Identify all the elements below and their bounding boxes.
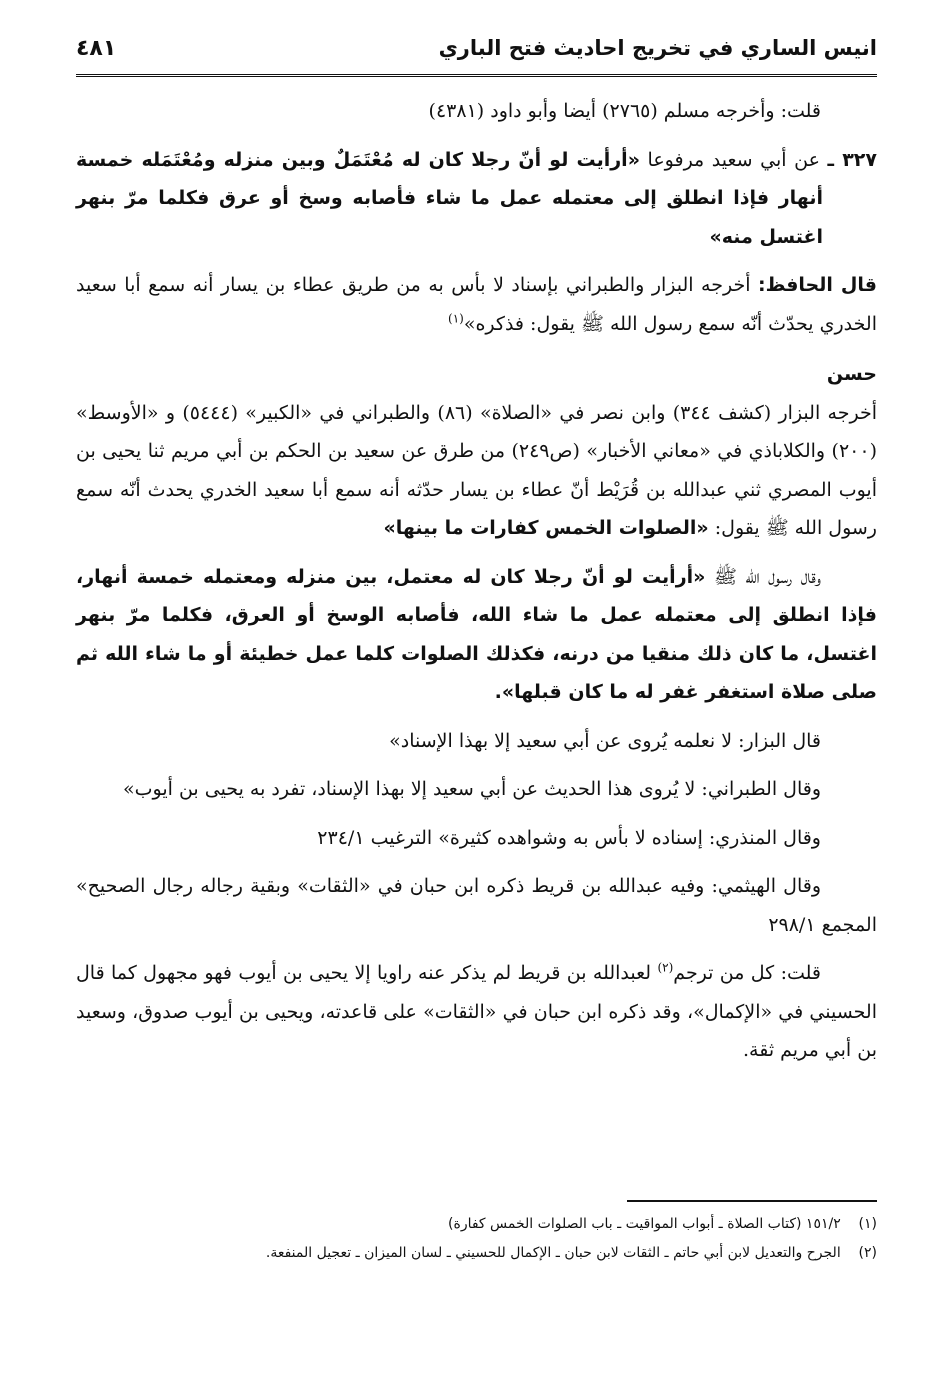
hadith-text: «أرأيت لو أنّ رجلا كان له مُعْتَمَلٌ وبين منزله ومُعْتَمَله خمسة أنهار فإذا انطلق إلى معتمله عمل ما شاء فأصابه وسخ أو عرق فكلما مرّ بنهر اغتسل منه» — [76, 148, 823, 248]
paragraph-haythami: وقال الهيثمي: وفيه عبدالله بن قريط ذكره ابن حبان في «الثقات» وبقية رجاله رجال الصحيح» المجمع ٢٩٨/١ — [76, 875, 877, 936]
paragraph-mundhiri: وقال المنذري: إسناده لا بأس به وشواهده كثيرة» الترغيب ٢٣٤/١ — [317, 826, 821, 849]
footnote-divider — [627, 1200, 877, 1202]
main-text — [76, 92, 877, 1070]
page-number: ٤٨١ — [76, 36, 117, 61]
qult-text-end: لعبدالله بن قريط لم يذكر عنه راويا إلا يحيى بن أيوب فهو مجهول كما قال الحسيني في «الإكمال»، وقد ذكره ابن حبان في «الثقات» على قاعدته، ويحيى بن أيوب صدوق، وسعيد بن أبي مريم ثقة. — [76, 962, 877, 1061]
qal-hadith: «أرأيت لو أنّ رجلا كان له معتمل، بين منزله ومعتمله خمسة أنهار، فإذا انطلق إلى معتمله عمل ما شاء الله، فأصابه الوسخ أو العرق، فكلما مرّ بنهر اغتسل، ما كان ذلك منقيا من درنه، فكذلك الصلوات كلما عمل خطيئة أو ما شاء الله ثم صلى صلاة استغفر غفر له ما كان قبلها». — [76, 565, 877, 703]
hafiz-text: أخرجه البزار والطبراني بإسناد لا بأس به من طريق عطاء بن يسار أنه سمع أبا سعيد الخدري يحدّث أنّه سمع رسول الله ﷺ يقول: فذكره» — [76, 274, 877, 335]
paragraph-hafiz — [76, 266, 877, 343]
footnote-1 — [76, 1212, 877, 1237]
footnote-text: ١٥١/٢ (كتاب الصلاة ـ أبواب المواقيت ـ باب الصلوات الخمس كفارة) — [448, 1216, 841, 1232]
footnote-text: الجرح والتعديل لابن أبي حاتم ـ الثقات لابن حبان ـ الإكمال للحسيني ـ لسان الميزان ـ تعجيل المنفعة. — [265, 1245, 841, 1261]
hadith-327 — [76, 141, 877, 257]
paragraph-qult-muslim: قلت: وأخرجه مسلم (٢٧٦٥) أيضا وأبو داود (٤٣٨١) — [428, 100, 821, 122]
paragraph-takhrij — [76, 394, 877, 548]
hadith-number: ٣٢٧ ـ — [827, 148, 877, 171]
footnote-ref-1[interactable]: (١) — [448, 311, 464, 326]
footnote-2 — [76, 1241, 877, 1266]
footnotes — [76, 1212, 877, 1270]
footnote-mark: (١) — [858, 1216, 877, 1232]
paragraph-qult-final — [76, 954, 877, 1070]
footnote-ref-2[interactable]: (٢) — [657, 960, 674, 975]
page-header — [76, 30, 877, 77]
hadith-intro: عن أبي سعيد مرفوعا — [647, 148, 820, 171]
takhrij-text: أخرجه البزار (كشف ٣٤٤) وابن نصر في «الصلاة» (٨٦) والطبراني في «الكبير» (٥٤٤٤) و «الأوسط» (٢٠٠) والكلاباذي في «معاني الأخبار» (ص٢٤٩) من طرق عن سعيد بن الحكم بن أبي مريم ثنا يحيى بن أيوب المصري ثني عبدالله بن قُرَيْط أنّ عطاء بن يسار حدّثه أنه سمع أبا سعيد الخدري يحدث أنّه سمع رسول الله ﷺ يقول: — [76, 401, 878, 539]
qult-text-start: قلت: كل من ترجم — [673, 962, 821, 984]
footnote-mark: (٢) — [858, 1245, 877, 1261]
takhrij-hadith: «الصلوات الخمس كفارات ما بينها» — [383, 517, 709, 539]
hafiz-label: قال الحافظ: — [758, 274, 877, 296]
paragraph-tabarani: وقال الطبراني: لا يُروى هذا الحديث عن أبي سعيد إلا بهذا الإسناد، تفرد به يحيى بن أيوب» — [123, 778, 821, 800]
paragraph-bazzar: قال البزار: لا نعلمه يُروى عن أبي سعيد إلا بهذا الإسناد» — [389, 729, 821, 752]
paragraph-qal-rasul — [76, 558, 877, 712]
qal-intro: وقال رسول الله ﷺ — [713, 565, 821, 588]
grade-heading: حسن — [826, 363, 877, 385]
running-title: انيس الساري في تخريج احاديث فتح الباري — [438, 36, 877, 60]
